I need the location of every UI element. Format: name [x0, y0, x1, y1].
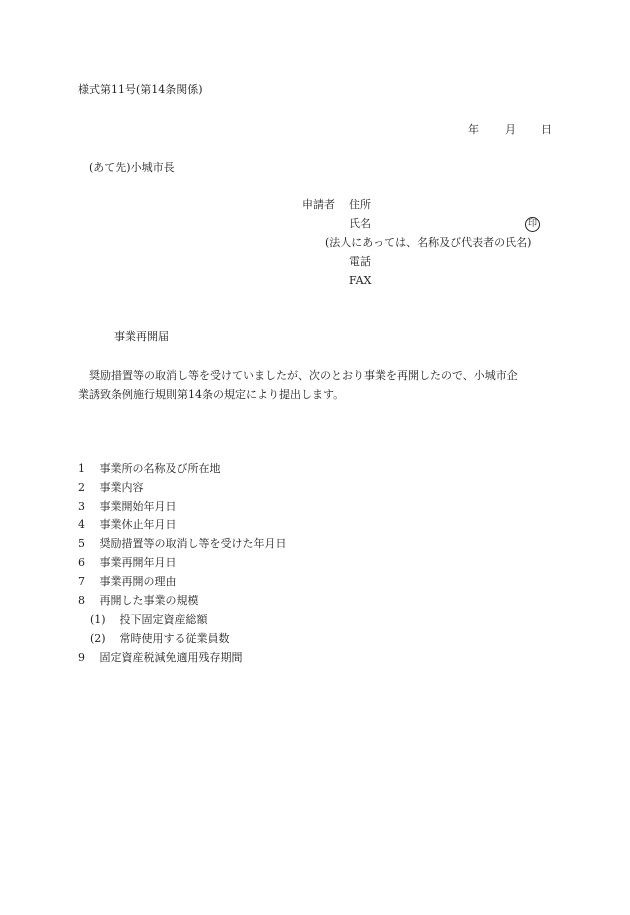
list-item [78, 481, 144, 495]
list-item [78, 556, 177, 570]
item-number: 9 [78, 651, 85, 664]
form-number: 様式第11号(第14条関係) [78, 83, 203, 96]
list-item [78, 500, 177, 514]
list-item [78, 537, 287, 551]
item-number: 8 [78, 594, 85, 607]
item-text: 事業内容 [99, 481, 144, 494]
item-number: 6 [78, 556, 85, 569]
item-text: 投下固定資産総額 [119, 613, 208, 626]
item-number: (1) [90, 613, 106, 626]
list-item [78, 594, 199, 608]
item-number: 3 [78, 500, 85, 513]
item-number: 7 [78, 575, 85, 588]
item-number: (2) [90, 632, 106, 645]
list-item [90, 613, 208, 627]
phone-label: 電話 [349, 255, 371, 268]
item-number: 5 [78, 537, 85, 550]
applicant-label: 申請者 [302, 198, 335, 211]
name-label: 氏名 [349, 217, 371, 230]
item-text: 事業所の名称及び所在地 [99, 462, 221, 475]
item-text: 事業開始年月日 [99, 500, 177, 513]
body-text-line-1: 奨励措置等の取消し等を受けていましたが、次のとおり事業を再開したので、小城市企 [89, 369, 518, 382]
document-title: 事業再開届 [114, 330, 169, 343]
list-item [78, 462, 221, 476]
seal-mark [525, 216, 540, 232]
item-text: 常時使用する従業員数 [119, 632, 230, 645]
corporate-note: (法人にあっては、名称及び代表者の氏名) [325, 236, 532, 249]
seal-icon: 印 [525, 217, 540, 232]
body-text-line-2: 業誘致条例施行規則第14条の規定により提出します。 [78, 388, 345, 401]
date-month: 月 [505, 123, 516, 136]
list-item [78, 575, 177, 589]
item-text: 事業休止年月日 [99, 518, 177, 531]
item-text: 固定資産税減免適用残存期間 [99, 651, 243, 664]
item-text: 奨励措置等の取消し等を受けた年月日 [99, 537, 287, 550]
address-label: 住所 [349, 198, 371, 211]
item-number: 1 [78, 462, 85, 475]
date-year: 年 [468, 123, 479, 136]
fax-label: FAX [349, 274, 372, 287]
item-text: 事業再開の理由 [99, 575, 177, 588]
date-day: 日 [541, 123, 552, 136]
list-item [78, 518, 177, 532]
list-item [78, 651, 243, 665]
item-text: 事業再開年月日 [99, 556, 177, 569]
item-number: 2 [78, 481, 85, 494]
item-text: 再開した事業の規模 [99, 594, 199, 607]
list-item [90, 632, 230, 646]
recipient: (あて先)小城市長 [89, 161, 175, 174]
item-number: 4 [78, 518, 85, 531]
